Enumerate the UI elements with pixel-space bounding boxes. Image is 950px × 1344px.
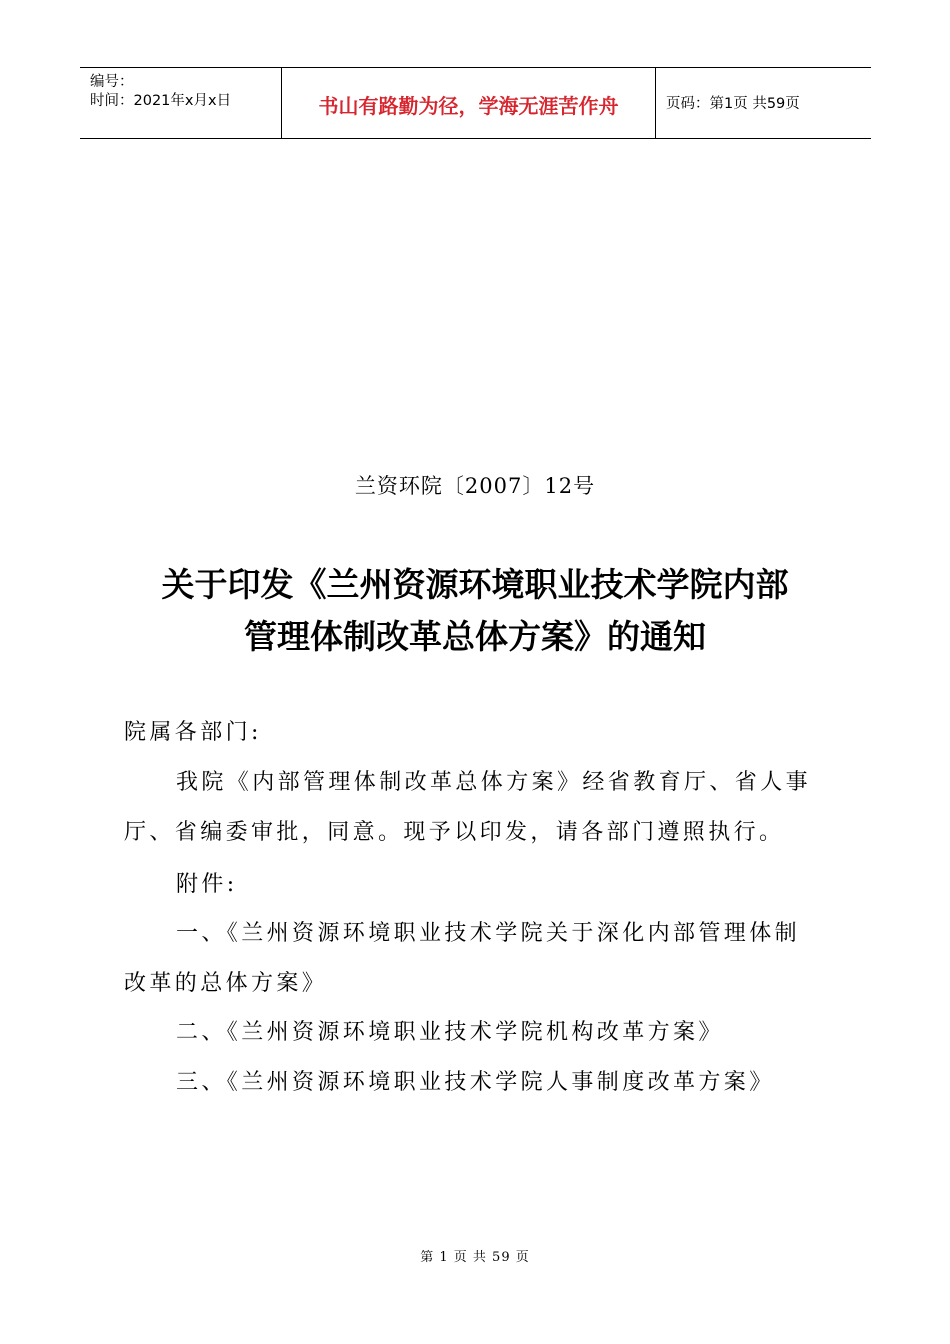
header-motto-cell <box>282 68 656 138</box>
document-title-line-2: 管理体制改革总体方案》的通知 <box>244 617 706 656</box>
attachment-item-1-line-1: 一、《兰州资源环境职业技术学院关于深化内部管理体制 <box>176 921 801 946</box>
motto-text: 书山有路勤为径，学海无涯苦作舟 <box>318 94 619 118</box>
document-title-line-1: 关于印发《兰州资源环境职业技术学院内部 <box>161 565 789 604</box>
header-meta-cell <box>80 68 282 138</box>
doc-number-label: 编号： <box>90 74 134 90</box>
body-paragraph-line: 厅、省编委审批，同意。现予以印发，请各部门遵照执行。 <box>124 820 785 845</box>
footer-page-number: 第 1 页 共 59 页 <box>420 1250 530 1265</box>
date-label: 时间：2021年x月x日 <box>90 93 232 109</box>
attachment-item-1-line-2: 改革的总体方案》 <box>124 971 328 996</box>
attachment-label: 附件: <box>176 872 238 897</box>
body-paragraph-line: 我院《内部管理体制改革总体方案》经省教育厅、省人事 <box>176 770 812 795</box>
salutation: 院属各部门: <box>124 720 262 745</box>
attachment-item-3: 三、《兰州资源环境职业技术学院人事制度改革方案》 <box>176 1070 775 1095</box>
header-page-cell <box>656 68 871 138</box>
header-page-info: 页码：第1页 共59页 <box>666 96 800 112</box>
document-number: 兰资环院〔2007〕12号 <box>354 474 596 498</box>
header-table <box>80 67 871 139</box>
attachment-item-2: 二、《兰州资源环境职业技术学院机构改革方案》 <box>176 1020 724 1045</box>
